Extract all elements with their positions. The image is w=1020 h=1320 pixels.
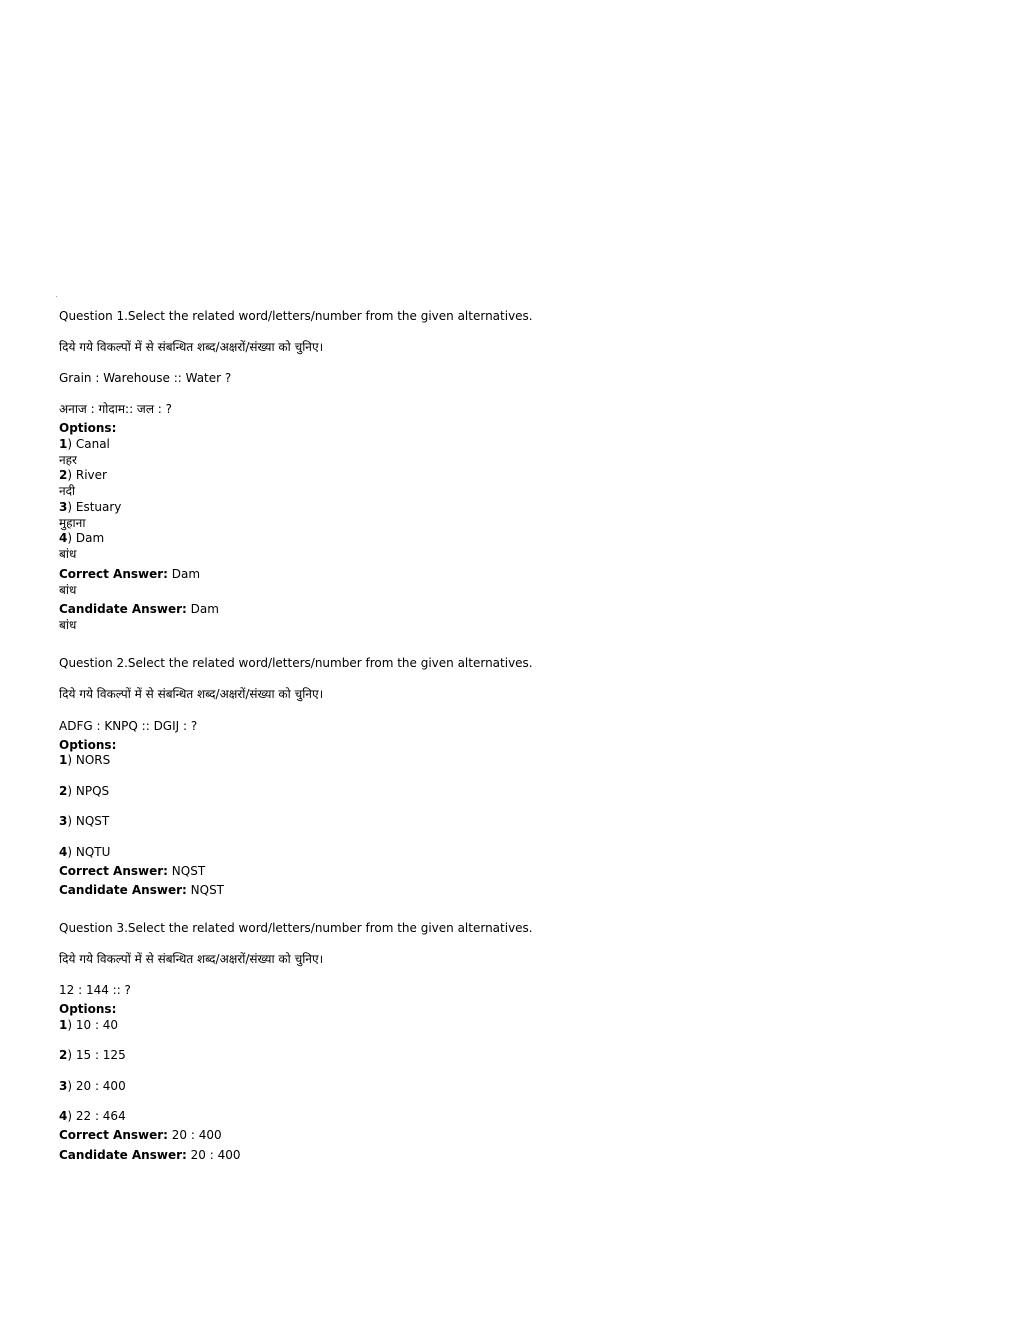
option-text: ) Canal: [67, 437, 110, 451]
options-label: Options:: [59, 738, 117, 752]
correct-answer-value: Dam: [171, 567, 201, 581]
question-stem-hindi: अनाज : गोदाम:: जल : ?: [59, 402, 173, 416]
option-number: 4: [59, 1109, 68, 1123]
candidate-answer-label: Candidate Answer:: [59, 883, 187, 897]
question-stem: ADFG : KNPQ :: DGIJ : ?: [59, 719, 198, 733]
candidate-answer: [59, 884, 224, 896]
question-prompt: Question 2.Select the related word/letters/number from the given alternatives.: [59, 656, 533, 670]
option-item: [59, 532, 104, 544]
options-label: Options:: [59, 1002, 117, 1016]
option-text: ) Estuary: [67, 500, 122, 514]
option-text: ) Dam: [67, 531, 105, 545]
candidate-answer-value: 20 : 400: [190, 1148, 241, 1162]
correct-answer-label: Correct Answer:: [59, 1128, 168, 1142]
option-item: [59, 438, 110, 450]
option-number: 2: [59, 784, 68, 798]
question-prompt-hindi: दिये गये विकल्पों में से संबन्धित शब्द/अक्षरों/संख्या को चुनिए।: [59, 952, 324, 966]
option-number: 1: [59, 437, 68, 451]
correct-answer-value: NQST: [171, 864, 206, 878]
candidate-answer-value: NQST: [190, 883, 225, 897]
option-item: [59, 815, 109, 827]
option-number: 3: [59, 500, 68, 514]
correct-answer: [59, 865, 205, 877]
option-number: 1: [59, 1018, 68, 1032]
option-text: ) NQTU: [67, 845, 111, 859]
option-text: ) 15 : 125: [67, 1048, 126, 1062]
option-item: [59, 785, 109, 797]
correct-answer-label: Correct Answer:: [59, 864, 168, 878]
correct-answer: [59, 1129, 222, 1141]
option-text: ) NORS: [67, 753, 111, 767]
candidate-answer-value: Dam: [190, 602, 219, 616]
candidate-answer: [59, 603, 219, 615]
option-text-hindi: बांध: [59, 547, 77, 561]
question-prompt: Question 3.Select the related word/letters/number from the given alternatives.: [59, 921, 533, 935]
option-text: ) NPQS: [67, 784, 110, 798]
option-text-hindi: नहर: [59, 453, 77, 467]
option-item: [59, 469, 107, 481]
option-item: [59, 1080, 126, 1092]
option-item: [59, 754, 110, 766]
option-number: 3: [59, 814, 68, 828]
option-text: ) 20 : 400: [67, 1079, 126, 1093]
option-number: 1: [59, 753, 68, 767]
question-stem: Grain : Warehouse :: Water ?: [59, 371, 232, 385]
question-prompt-hindi: दिये गये विकल्पों में से संबन्धित शब्द/अक्षरों/संख्या को चुनिए।: [59, 687, 324, 701]
option-item: [59, 1110, 126, 1122]
candidate-answer-label: Candidate Answer:: [59, 602, 187, 616]
option-number: 2: [59, 1048, 68, 1062]
option-item: [59, 1019, 118, 1031]
option-text: ) 22 : 464: [67, 1109, 126, 1123]
options-label: Options:: [59, 421, 117, 435]
option-text: ) 10 : 40: [67, 1018, 119, 1032]
option-item: [59, 846, 110, 858]
question-stem: 12 : 144 :: ?: [59, 983, 131, 997]
candidate-answer: [59, 1149, 241, 1161]
option-item: [59, 1049, 126, 1061]
option-number: 3: [59, 1079, 68, 1093]
option-number: 2: [59, 468, 68, 482]
correct-answer-hindi: बांध: [59, 583, 77, 597]
page-speck: [56, 296, 57, 297]
candidate-answer-label: Candidate Answer:: [59, 1148, 187, 1162]
question-prompt-hindi: दिये गये विकल्पों में से संबन्धित शब्द/अक्षरों/संख्या को चुनिए।: [59, 340, 324, 354]
option-text: ) River: [67, 468, 107, 482]
option-number: 4: [59, 531, 68, 545]
option-item: [59, 501, 121, 513]
option-number: 4: [59, 845, 68, 859]
correct-answer-value: 20 : 400: [171, 1128, 222, 1142]
option-text-hindi: मुहाना: [59, 516, 86, 530]
question-prompt: Question 1.Select the related word/letters/number from the given alternatives.: [59, 309, 533, 323]
option-text-hindi: नदी: [59, 484, 76, 498]
correct-answer-label: Correct Answer:: [59, 567, 168, 581]
option-text: ) NQST: [67, 814, 110, 828]
candidate-answer-hindi: बांध: [59, 618, 77, 632]
correct-answer: [59, 568, 200, 580]
